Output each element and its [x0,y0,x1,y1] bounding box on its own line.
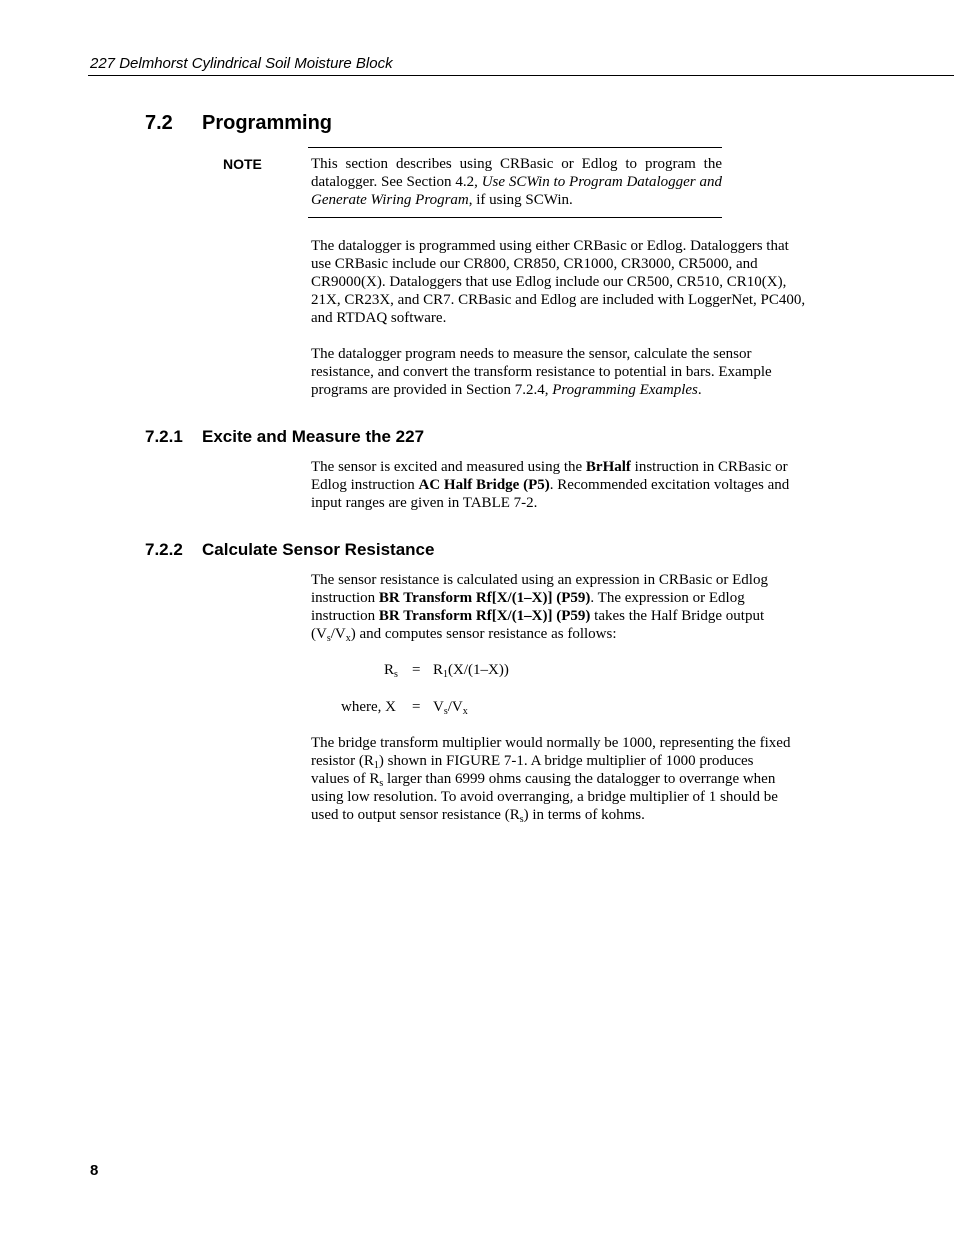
subsection-title: Excite and Measure the 227 [202,427,425,446]
subscript-s: s [379,778,384,789]
paragraph-multiplier [311,734,791,824]
equation-2-lhs: where, X [341,699,396,715]
note-reference: Use SCWin to Program Datalogger and Generate Wiring Program [311,174,722,208]
multiplier-text-b: ) shown in FIGURE 7-1. A bridge multiplier of 1000 produces values of R [311,753,754,787]
equation-1-equals: = [412,662,421,678]
equation-1-lhs [384,661,398,679]
section-title: Programming [202,112,333,134]
subscript-1: 1 [373,760,379,771]
multiplier-text-c: larger than 6999 ohms causing the datalogger to overrange when using low resolution. To avoid overranging, a bridge multiplier of 1 should be used to output sensor resistance (R [311,771,778,823]
note-text-2: , if using SCWin. [468,192,573,208]
resistance-instruction-p59-2: BR Transform Rf[X/(1–X)] (P59) [378,608,591,624]
excite-instruction-p5: AC Half Bridge (P5) [418,477,550,493]
excite-text-b: instruction in CRBasic or Edlog instruction [311,459,788,493]
subsection-number: 7.2.2 [145,540,183,559]
eq2-rhs-v: V [433,699,444,715]
subsection-number: 7.2.1 [145,427,183,446]
resistance-text-d: ) and computes sensor resistance as follows: [350,626,617,642]
subsection-heading-resistance [145,540,434,560]
paragraph-program [311,345,811,399]
subscript-x: x [345,633,351,644]
resistance-text-a: The sensor resistance is calculated using an expression in CRBasic or Edlog instruction [311,572,768,606]
eq1-rhs-subscript: 1 [443,669,449,680]
eq2-subscript-x: x [462,706,468,717]
eq1-lhs-r: R [384,662,395,678]
subsection-heading-excite [145,427,424,447]
equation-1-rhs [433,661,509,679]
resistance-slash-v: /V [330,626,346,642]
section-heading [145,112,332,135]
eq2-rhs-slash-v: /V [447,699,463,715]
subscript-s: s [519,814,524,825]
eq1-rhs-r: R [433,662,444,678]
paragraph-resistance [311,571,811,643]
eq2-subscript-s: s [443,706,448,717]
page-number: 8 [90,1162,99,1179]
subscript-s: s [326,633,331,644]
multiplier-text-d: ) in terms of kohms. [523,807,645,823]
equation-2-rhs [433,698,468,716]
header-rule [88,75,954,76]
eq1-lhs-subscript: s [394,669,398,680]
eq1-rhs-expression: (X/(1–X)) [448,662,509,678]
equation-2-equals: = [412,699,421,715]
resistance-text-b: . The expression or Edlog instruction [311,590,745,624]
note-text-1: This section describes using CRBasic or Edlog to program the datalogger. See Section 4.2, [311,156,722,190]
excite-text-a: The sensor is excited and measured using the [311,459,586,475]
subsection-title: Calculate Sensor Resistance [202,540,435,559]
paragraph-program-text-b: . [697,382,702,398]
paragraph-dataloggers: The datalogger is programmed using either CRBasic or Edlog. Dataloggers that use CRBasic include our CR800, CR850, CR1000, CR3000, CR5000, and CR9000(X). Dataloggers that use Edlog include our CR500, CR510, CR10(X), 21X, CR23X, and CR7. CRBasic and Edlog are included with LoggerNet, PC400, and RTDAQ software. [311,238,806,326]
excite-text-c: . Recommended excitation voltages and input ranges are given in TABLE 7-2. [311,477,790,511]
multiplier-text-a: The bridge transform multiplier would normally be 1000, representing the fixed resistor (R [311,735,791,769]
resistance-instruction-p59: BR Transform Rf[X/(1–X)] (P59) [378,590,591,606]
note-label: NOTE [223,156,262,172]
note-box [308,147,722,218]
section-number: 7.2 [145,112,173,134]
running-header: 227 Delmhorst Cylindrical Soil Moisture Block [90,55,393,72]
paragraph-program-text-a: The datalogger program needs to measure the sensor, calculate the sensor resistance, and convert the transform resistance to potential in bars. Example programs are provided in Section 7.2.4, [311,346,772,398]
paragraph-program-ref: Programming Examples [552,382,698,398]
paragraph-excite [311,458,811,512]
excite-instruction-brhalf: BrHalf [585,459,631,475]
resistance-text-c: takes the Half Bridge output (V [311,608,765,642]
